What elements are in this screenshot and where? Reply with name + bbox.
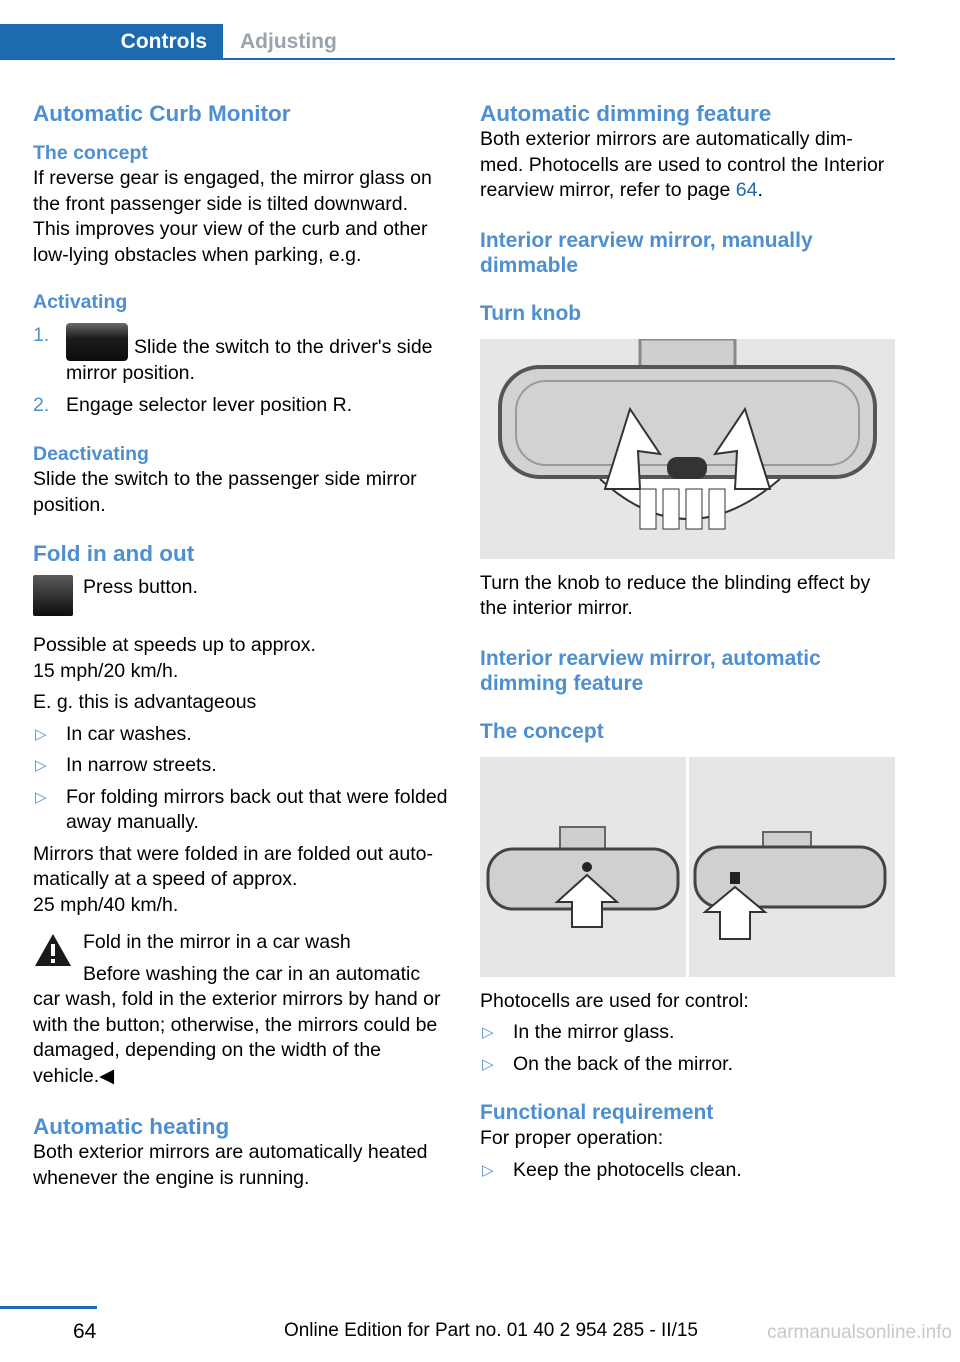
fold-press-text: Press button. <box>83 576 198 598</box>
footer-rule <box>0 1306 97 1309</box>
requirement-title: Functional requirement <box>480 1101 714 1124</box>
list-item-text: Keep the photocells clean. <box>513 1158 742 1181</box>
fold-title: Fold in and out <box>33 541 195 566</box>
tab-adjusting[interactable]: Adjusting <box>240 30 337 53</box>
advantage-list <box>33 722 448 836</box>
warning-block <box>33 930 448 1089</box>
triangle-bullet-icon: ▷ <box>35 725 47 743</box>
knob-text: Turn the knob to reduce the blinding effect by the interior mirror. <box>480 571 871 619</box>
triangle-bullet-icon: ▷ <box>35 788 47 806</box>
mirror-switch-icon <box>66 323 128 361</box>
triangle-bullet-icon: ▷ <box>482 1161 494 1179</box>
foldout-text-1: Mirrors that were folded in are folded out auto‐ matically at a speed of approx. <box>33 842 433 890</box>
dimming-text <box>480 127 895 204</box>
turn-knob-heading: Turn knob <box>480 301 582 325</box>
deactivating-text: Slide the switch to the passenger side mirror position. <box>33 468 417 516</box>
concept-heading: The concept <box>33 142 148 164</box>
list-item-text: In car washes. <box>66 722 192 745</box>
step-text: Engage selector lever position R. <box>66 393 353 416</box>
advantage-text: E. g. this is advantageous <box>33 691 257 713</box>
concept-heading-right: The concept <box>480 719 604 743</box>
dimming-text-post: . <box>757 179 763 201</box>
warning-text: Before washing the car in an automatic car wash, fold in the exterior mirrors by hand or with the button; otherwise, the mirrors could be damaged, depending on the width of the vehicle.◀ <box>33 962 441 1087</box>
requirement-text: For proper operation: <box>480 1127 664 1149</box>
turn-knob-figure <box>480 339 895 559</box>
speed-text-2: 15 mph/20 km/h. <box>33 659 179 682</box>
triangle-bullet-icon: ▷ <box>482 1055 494 1073</box>
step-number: 2. <box>33 393 50 416</box>
right-column <box>480 100 895 1183</box>
page-64-link[interactable]: 64 <box>735 179 758 201</box>
header-tabs <box>0 0 895 60</box>
activating-step <box>33 323 448 387</box>
edition-text: Online Edition for Part no. 01 40 2 954 285 - II/15 <box>283 1320 698 1341</box>
warning-title: Fold in the mirror in a car wash <box>83 931 351 953</box>
watermark: carmanualsonline.info <box>767 1322 952 1343</box>
heating-text: Both exterior mirrors are automatically heated whenever the engine is running. <box>33 1141 428 1189</box>
list-item <box>33 722 448 748</box>
heating-title: Automatic heating <box>33 1114 230 1139</box>
list-item-text: In narrow streets. <box>66 754 217 776</box>
speed-text-1: Possible at speeds up to approx. <box>33 634 316 656</box>
foldout-text-2: 25 mph/40 km/h. <box>33 893 179 916</box>
curb-monitor-title: Automatic Curb Monitor <box>33 101 291 126</box>
photocell-figure <box>480 757 895 977</box>
left-column <box>33 100 448 1191</box>
step-text: Slide the switch to the driver's side mirror position. <box>66 336 433 384</box>
header-rule <box>0 58 895 60</box>
activating-heading: Activating <box>33 291 128 313</box>
auto-mirror-title: Interior rearview mirror, automatic dimming feature <box>480 646 821 695</box>
list-item <box>480 1020 895 1046</box>
warning-icon <box>33 930 73 970</box>
dimming-text-pre: Both exterior mirrors are automatically dim‐ med. Photocells are used to control the Interior rearview mirror, refer to page <box>480 128 885 201</box>
photocell-illustration <box>480 757 895 977</box>
list-item-text: For folding mirrors back out that were folded away manually. <box>66 785 448 833</box>
activating-step <box>33 393 448 419</box>
list-item <box>33 785 448 836</box>
deactivating-heading: Deactivating <box>33 443 149 465</box>
fold-button-row <box>33 575 448 625</box>
list-item <box>480 1052 895 1078</box>
photocell-list <box>480 1020 895 1077</box>
photocell-text: Photocells are used for control: <box>480 989 749 1012</box>
mirror-knob-illustration <box>480 339 895 559</box>
list-item <box>33 753 448 779</box>
list-item-text: In the mirror glass. <box>513 1021 675 1043</box>
dimming-title: Automatic dimming feature <box>480 101 772 126</box>
step-number: 1. <box>33 324 50 346</box>
activating-steps <box>33 323 448 418</box>
tab-controls[interactable]: Controls <box>0 24 223 60</box>
list-item <box>480 1158 895 1184</box>
triangle-bullet-icon: ▷ <box>482 1024 494 1041</box>
list-item-text: On the back of the mirror. <box>513 1052 734 1075</box>
triangle-bullet-icon: ▷ <box>35 757 47 774</box>
page-number: 64 <box>73 1320 97 1343</box>
manual-mirror-title: Interior rearview mirror, manually dimmable <box>480 228 813 277</box>
requirement-list <box>480 1158 895 1184</box>
concept-text: If reverse gear is engaged, the mirror glass on the front passenger side is tilted downward. This improves your view of the curb and other low-lying obstacles when parking, e.g. <box>33 167 432 266</box>
fold-button-icon <box>33 575 73 616</box>
